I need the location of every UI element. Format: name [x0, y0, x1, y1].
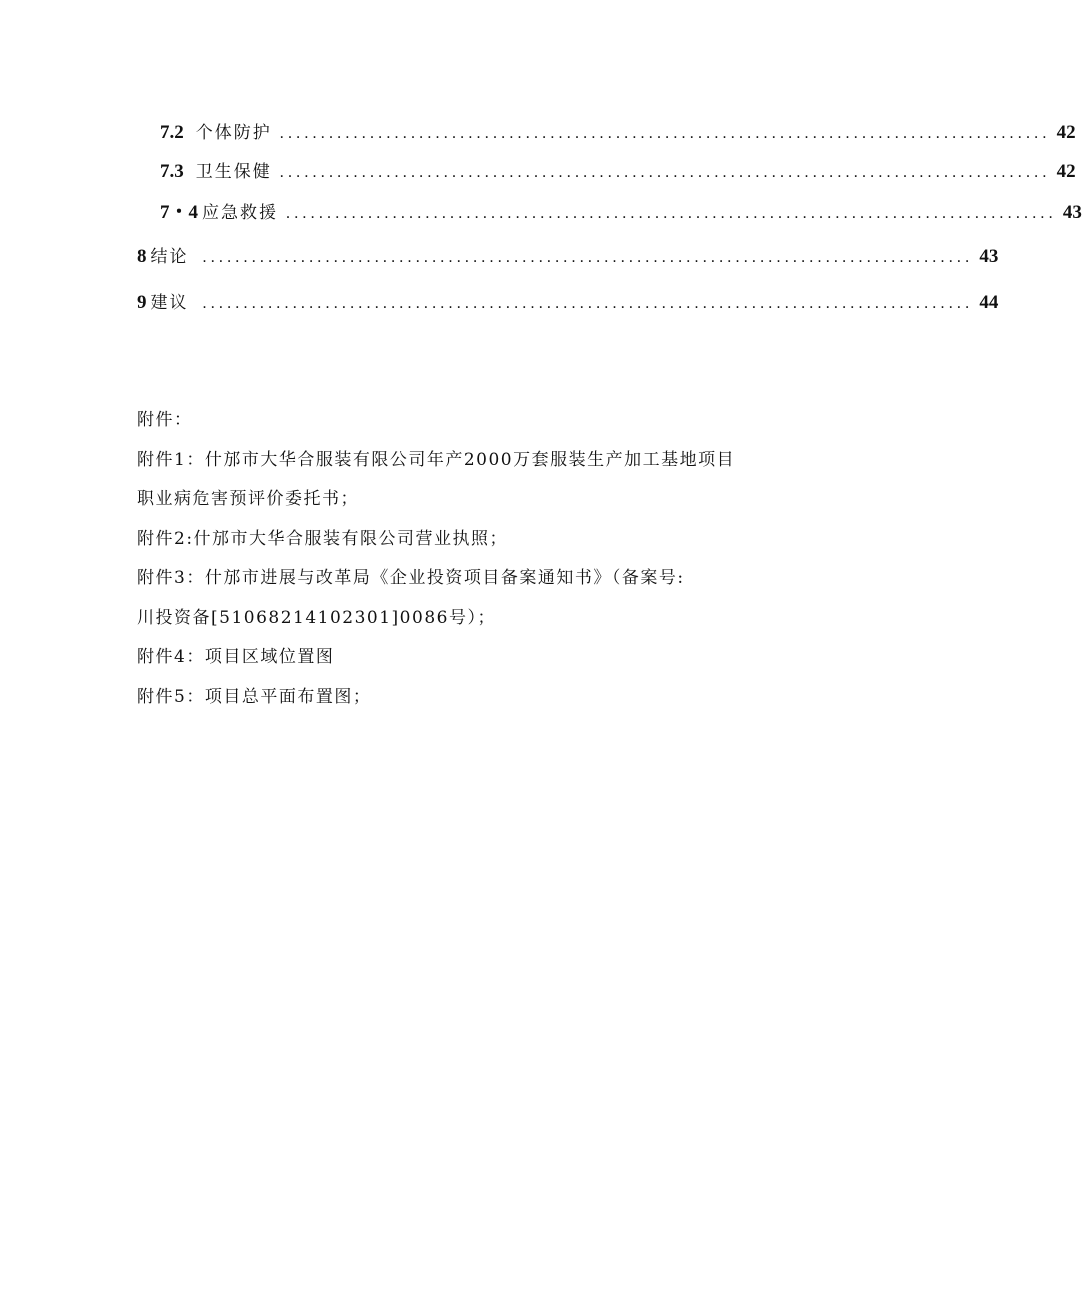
toc-leader-dots: ..............................................................................................	[279, 125, 1051, 142]
toc-page-number: 42	[1056, 122, 1076, 143]
toc-title: 个体防护	[195, 123, 272, 143]
attachment-line: 附件4：项目区域位置图	[137, 647, 335, 667]
toc-title: 结论	[150, 247, 189, 267]
toc-title: 应急救援	[202, 203, 279, 223]
toc-number: 9	[137, 292, 147, 313]
attachment-line: 附件1：什邡市大华合服装有限公司年产2000万套服装生产加工基地项目	[137, 449, 736, 470]
toc-entry[interactable]	[160, 157, 1076, 185]
toc-number: 8	[137, 246, 147, 267]
toc-entry[interactable]	[160, 197, 1082, 225]
attachments-heading: 附件：	[137, 410, 193, 430]
toc-number: 7・4	[160, 202, 199, 223]
toc-leader-dots: ..............................................................................................	[202, 295, 974, 312]
attachment-line: 附件5：项目总平面布置图；	[137, 686, 372, 707]
toc-title: 建议	[150, 293, 189, 313]
toc-page-number: 42	[1056, 161, 1076, 182]
attachment-line: 附件2:什邡市大华合服装有限公司营业执照；	[137, 528, 509, 549]
toc-page-number: 43	[979, 246, 999, 267]
toc-number: 7.3	[160, 161, 184, 182]
toc-page-number: 43	[1062, 202, 1082, 223]
attachment-line: 附件3：什邡市进展与改革局《企业投资项目备案通知书》（备案号:	[137, 568, 685, 588]
toc-entry[interactable]	[137, 242, 999, 270]
toc-leader-dots: ..............................................................................................	[286, 205, 1057, 222]
toc-leader-dots: ..............................................................................................	[202, 249, 974, 266]
toc-entry[interactable]	[137, 288, 999, 316]
toc-entry[interactable]	[160, 118, 1076, 146]
toc-title: 卫生保健	[195, 162, 272, 182]
toc-leader-dots: ..............................................................................................	[279, 164, 1051, 181]
toc-number: 7.2	[160, 122, 184, 143]
attachments-section	[137, 406, 797, 722]
attachment-line: 川投资备[51068214102301]0086号）；	[137, 607, 496, 628]
attachment-line: 职业病危害预评价委托书；	[137, 489, 359, 509]
toc-page-number: 44	[979, 292, 999, 313]
